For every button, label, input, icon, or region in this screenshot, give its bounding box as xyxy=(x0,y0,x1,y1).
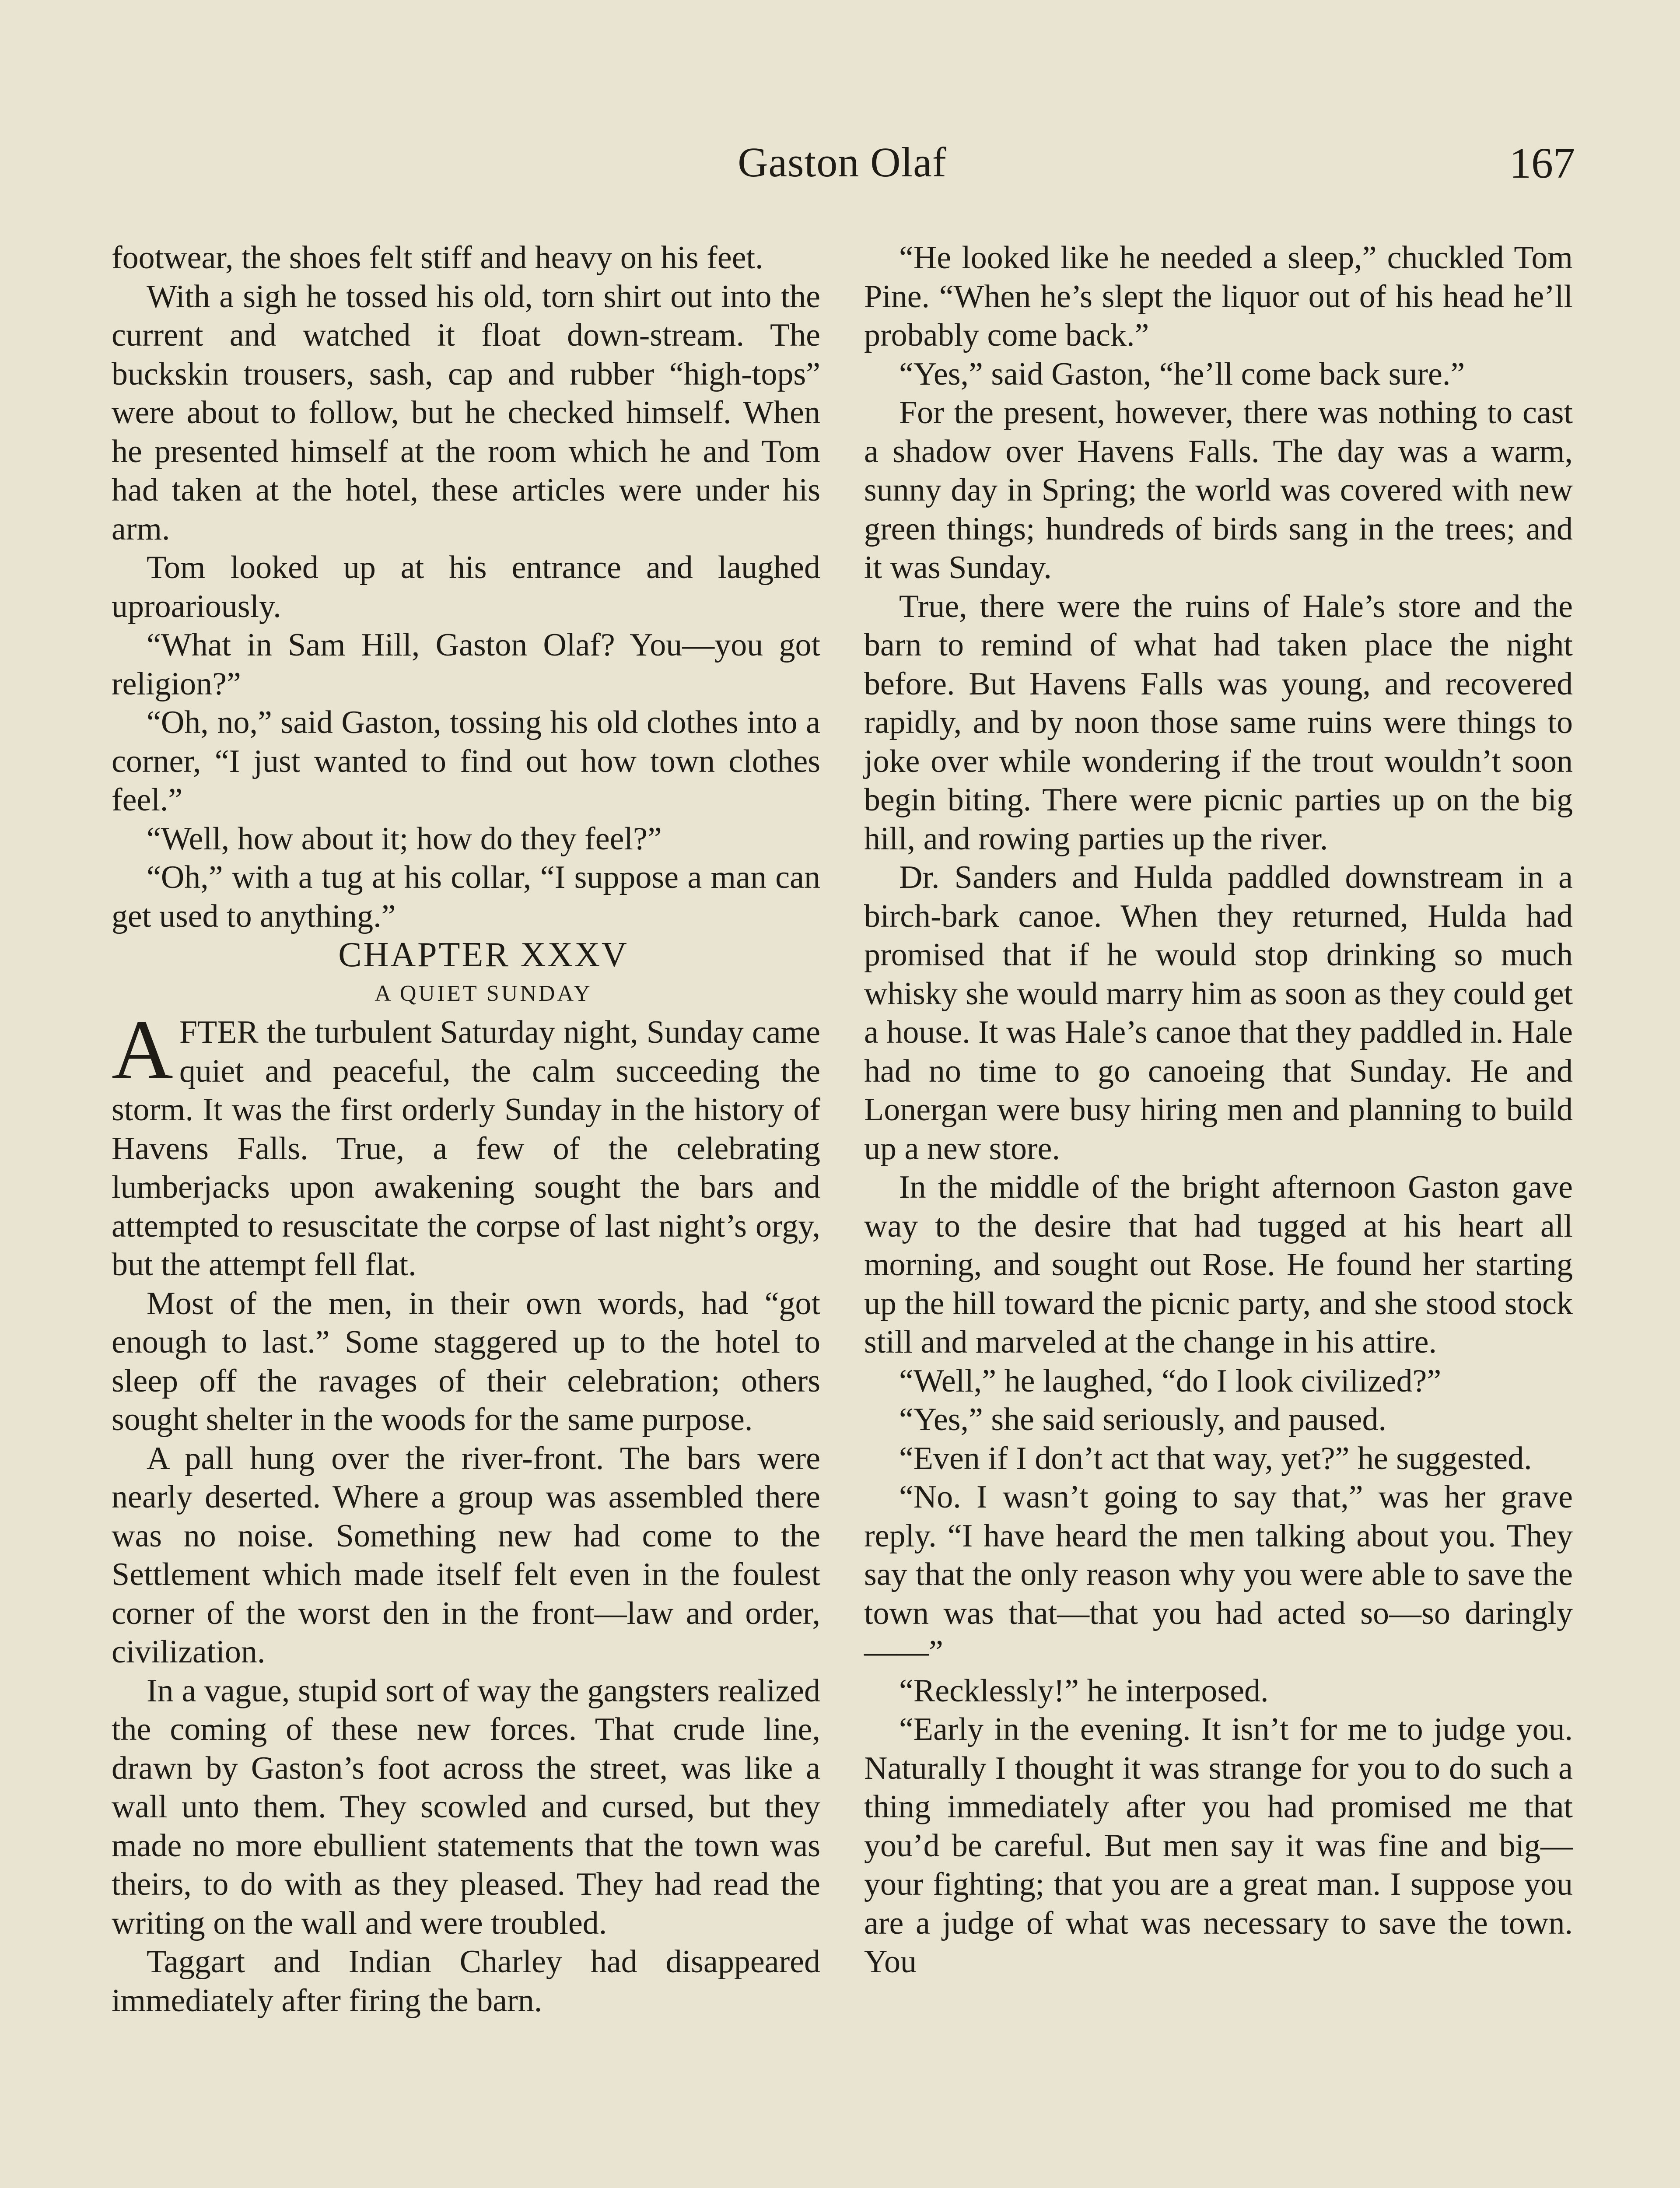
paragraph: “Well, how about it; how do they feel?” xyxy=(147,820,662,857)
paragraph: “No. I wasn’t going to say that,” was her grave reply. “I have heard the men talking about you. They say that the only reason why you were able to save the town was that—that you had acted so—so daringly——” xyxy=(864,1479,1573,1670)
right-column xyxy=(864,238,1573,1981)
paragraph: “Recklessly!” he interposed. xyxy=(899,1673,1269,1709)
paragraph: footwear, the shoes felt stiff and heavy on his feet. xyxy=(112,240,763,276)
paragraph: In the middle of the bright afternoon Gaston gave way to the desire that had tugged at his heart all morning, and sought out Rose. He found her starting up the hill toward the picnic party, and she stood stock still and marveled at the change in his attire. xyxy=(864,1169,1573,1360)
page-number: 167 xyxy=(1509,139,1575,187)
paragraph: “Oh, no,” said Gaston, tossing his old clothes into a corner, “I just wanted to find out how town clothes feel.” xyxy=(112,705,820,818)
paragraph: “Early in the evening. It isn’t for me to judge you. Naturally I thought it was strange for you to do such a thing immediately after you had promised me that you’d be careful. But men say it was fine and big—your fighting; that you are a great man. I suppose you are a judge of what was necessary to save the town. You xyxy=(864,1711,1573,1980)
paragraph: With a sigh he tossed his old, torn shirt out into the current and watched it float down-stream. The buckskin trousers, sash, cap and rubber “high-tops” were about to follow, but he checked himself. When he presented himself at the room which he and Tom had taken at the hotel, these articles were under his arm. xyxy=(112,278,820,547)
paragraph: “Yes,” she said seriously, and paused. xyxy=(899,1402,1386,1438)
chapter-opening-paragraph xyxy=(112,1003,820,1284)
opening-text: FTER the turbulent Saturday night, Sunday came quiet and peaceful, the calm succeeding the storm. It was the first orderly Sunday in the history of Havens Falls. True, a few of the celebrating lumberjacks upon awakening sought the bars and attempted to resuscitate the corpse of last night’s orgy, but the attempt fell flat. xyxy=(112,1014,820,1283)
running-title: Gaston Olaf xyxy=(738,139,947,186)
paragraph: A pall hung over the river-front. The bars were nearly deserted. Where a group was assembled there was no noise. Something new had come to the Settlement which made itself felt even in the foulest corner of the worst den in the front—law and order, civilization. xyxy=(112,1440,820,1670)
paragraph: True, there were the ruins of Hale’s store and the barn to remind of what had taken place the night before. But Havens Falls was young, and recovered rapidly, and by noon those same ruins were things to joke over while wondering if the trout wouldn’t soon begin biting. There were picnic parties up on the big hill, and rowing parties up the river. xyxy=(864,588,1573,857)
paragraph: For the present, however, there was nothing to cast a shadow over Havens Falls. The day was a warm, sunny day in Spring; the world was covered with new green things; hundreds of birds sang in the trees; and it was Sunday. xyxy=(864,395,1573,586)
left-column xyxy=(112,238,820,2020)
running-head xyxy=(109,133,1575,199)
paragraph: “Oh,” with a tug at his collar, “I suppose a man can get used to anything.” xyxy=(112,859,820,934)
paragraph: Tom looked up at his entrance and laughed uproariously. xyxy=(112,550,820,624)
paragraph: “Even if I don’t act that way, yet?” he suggested. xyxy=(899,1440,1532,1476)
paragraph: “He looked like he needed a sleep,” chuckled Tom Pine. “When he’s slept the liquor out of his head he’ll probably come back.” xyxy=(864,240,1573,353)
paragraph: “Well,” he laughed, “do I look civilized?” xyxy=(899,1363,1442,1399)
paragraph: “Yes,” said Gaston, “he’ll come back sure.” xyxy=(899,356,1465,392)
paragraph: Most of the men, in their own words, had “got enough to last.” Some staggered up to the hotel to sleep off the ravages of their celebration; others sought shelter in the woods for the same purpose. xyxy=(112,1285,820,1438)
paragraph: Dr. Sanders and Hulda paddled downstream in a birch-bark canoe. When they returned, Hulda had promised that if he would stop drinking so much whisky she would marry him as soon as they could get a house. It was Hale’s canoe that they paddled in. Hale had no time to go canoeing that Sunday. He and Lonergan were busy hiring men and planning to build up a new store. xyxy=(864,859,1573,1167)
chapter-subtitle: A QUIET SUNDAY xyxy=(374,981,592,1006)
drop-cap: A xyxy=(112,1003,173,1097)
paragraph: Taggart and Indian Charley had disappeared immediately after firing the barn. xyxy=(112,1944,820,2019)
paragraph: In a vague, stupid sort of way the gangsters realized the coming of these new forces. That crude line, drawn by Gaston’s foot across the street, was like a wall unto them. They scowled and cursed, but they made no more ebullient statements that the town was theirs, to do with as they pleased. They had read the writing on the wall and were troubled. xyxy=(112,1673,820,1941)
chapter-heading: CHAPTER XXXV xyxy=(338,936,629,974)
paragraph: “What in Sam Hill, Gaston Olaf? You—you got religion?” xyxy=(112,627,820,702)
